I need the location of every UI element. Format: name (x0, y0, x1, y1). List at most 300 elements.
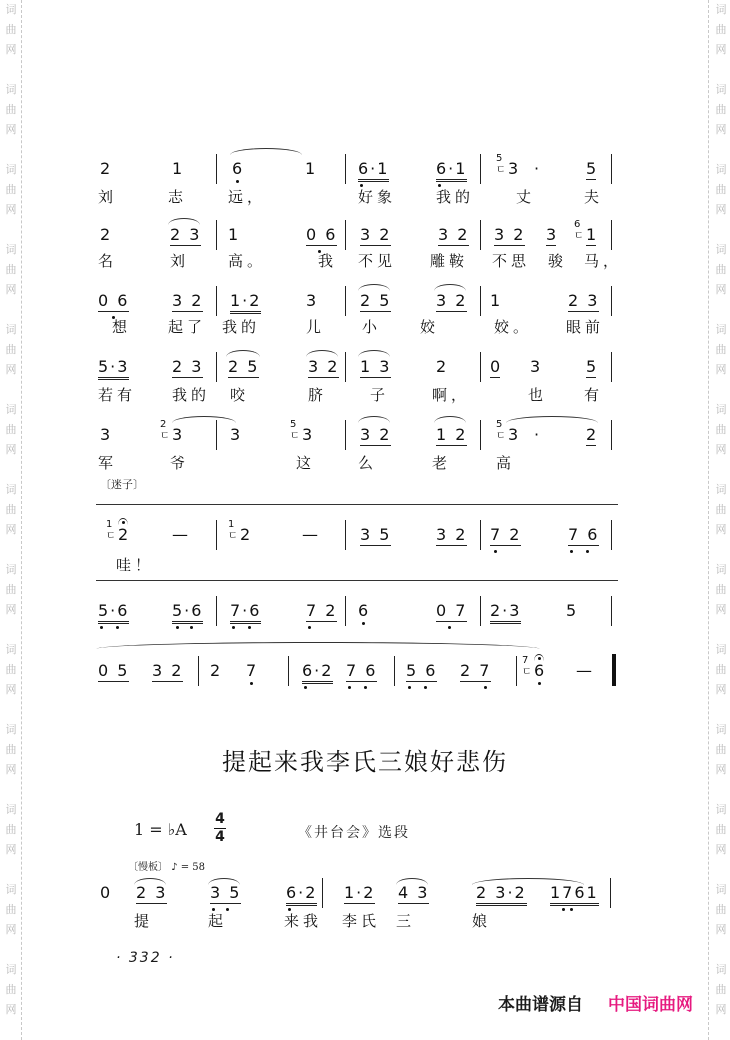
lyric: 姣 (420, 318, 440, 336)
bar-line (216, 352, 217, 382)
slur (96, 642, 540, 649)
slur (358, 284, 390, 291)
low-octave-dot (484, 686, 487, 689)
watermark-glyph: 词 (5, 563, 17, 576)
footer-site-link[interactable]: 中国词曲网 (608, 995, 693, 1015)
lyric: 爷 (170, 454, 190, 472)
watermark-glyph: 词 (715, 243, 727, 256)
watermark-glyph: 曲 (5, 903, 17, 916)
note: 3 2 (152, 661, 184, 680)
slur (396, 878, 428, 885)
low-octave-dot (448, 626, 451, 629)
watermark-glyph: 词 (715, 163, 727, 176)
low-octave-dot (570, 550, 573, 553)
watermark-left (0, 0, 24, 1040)
low-octave-dot (248, 626, 251, 629)
watermark-glyph: 网 (715, 1003, 727, 1016)
note: 7 (246, 661, 257, 680)
lyric: 好象 (358, 188, 397, 206)
note: 5 6 (406, 661, 438, 680)
bar-line (345, 420, 346, 450)
lyric: 志 (168, 188, 188, 206)
note: 0 6 (98, 291, 130, 310)
note: 0 (100, 883, 111, 902)
lyric: 来我 (284, 912, 323, 930)
watermark-glyph: 网 (715, 43, 727, 56)
note: 2 7 (460, 661, 492, 680)
grace-hook: ㄷ (106, 531, 116, 542)
bar-line (345, 286, 346, 316)
slur (230, 148, 302, 155)
lyric: 起了 (168, 318, 207, 336)
lyric: 这 (296, 454, 316, 472)
footer-source-prefix: 本曲谱源自 (498, 995, 583, 1015)
watermark-glyph: 曲 (5, 983, 17, 996)
slur (506, 416, 598, 423)
watermark-glyph: 词 (715, 963, 727, 976)
note: — (302, 525, 318, 544)
note: · (534, 159, 540, 178)
lyric: 军 (98, 454, 118, 472)
note: 1 3 (360, 357, 392, 376)
watermark-glyph: 网 (715, 123, 727, 136)
fermata-dot (538, 657, 541, 660)
note: 2 (100, 159, 111, 178)
watermark-glyph: 曲 (5, 23, 17, 36)
watermark-glyph: 网 (715, 203, 727, 216)
watermark-glyph: 曲 (5, 263, 17, 276)
watermark-glyph: 网 (715, 843, 727, 856)
low-octave-dot (538, 682, 541, 685)
watermark-glyph: 曲 (5, 583, 17, 596)
tempo-marking: 〔慢板〕 ♪ = 58 (128, 862, 206, 873)
bar-line (611, 596, 612, 626)
lyric: 我的 (436, 188, 475, 206)
watermark-glyph: 曲 (715, 23, 727, 36)
note: 6·1 (436, 160, 467, 182)
watermark-glyph: 网 (715, 363, 727, 376)
note: 2 (210, 661, 221, 680)
lyric: 名 (98, 252, 118, 270)
watermark-glyph: 词 (715, 83, 727, 96)
grace-note: 5 (496, 419, 503, 430)
bar-line (480, 154, 481, 184)
note: 6 (358, 601, 369, 620)
watermark-glyph: 词 (5, 483, 17, 496)
watermark-glyph: 词 (5, 83, 17, 96)
time-signature: 4 4 (215, 811, 225, 845)
slur (226, 350, 260, 357)
bar-line (610, 878, 611, 908)
lyric: 子 (370, 386, 390, 404)
lyric: 丈 (516, 188, 536, 206)
note: 3 5 (360, 525, 392, 544)
watermark-glyph: 曲 (5, 183, 17, 196)
note: 5·6 (98, 602, 129, 624)
lyric: 雕鞍 (430, 252, 469, 270)
note: 3 2 (308, 357, 340, 376)
lyric: 娘 (472, 912, 492, 930)
lyric: 夫 (584, 188, 604, 206)
lyric: 若有 (98, 386, 137, 404)
note: 5·6 (172, 602, 203, 624)
lyric: 老 (432, 454, 452, 472)
lyric: 骏 (548, 252, 568, 270)
low-octave-dot (438, 184, 441, 187)
bar-line (611, 154, 612, 184)
note: 5 (566, 601, 577, 620)
watermark-glyph: 曲 (715, 743, 727, 756)
lyric: 我的 (222, 318, 261, 336)
song-title: 提起来我李氏三娘好悲伤 (222, 748, 508, 776)
watermark-glyph: 词 (5, 3, 17, 16)
note: 2 5 (228, 357, 260, 376)
note: 0 7 (436, 601, 468, 620)
lyric: 起 (208, 912, 228, 930)
watermark-glyph: 网 (5, 683, 17, 696)
note: 3 (100, 425, 111, 444)
lyric: 小 (362, 318, 382, 336)
lyric: 马， (584, 252, 623, 270)
note: 3 (302, 425, 313, 444)
bar-line (216, 420, 217, 450)
watermark-glyph: 网 (5, 843, 17, 856)
note: 6·2 (302, 662, 333, 684)
slur (358, 350, 390, 357)
bar-line (611, 352, 612, 382)
watermark-glyph: 词 (5, 323, 17, 336)
lyric: 哇！ (116, 556, 155, 574)
watermark-glyph: 曲 (5, 343, 17, 356)
note: 2 (118, 525, 129, 544)
bar-line (516, 656, 517, 686)
watermark-glyph: 曲 (5, 503, 17, 516)
watermark-glyph: 网 (715, 443, 727, 456)
grace-note: 2 (160, 419, 167, 430)
bar-line (216, 596, 217, 626)
bar-line (394, 656, 395, 686)
grace-hook: ㄷ (496, 165, 506, 176)
watermark-glyph: 词 (715, 403, 727, 416)
note: 5 (586, 357, 597, 376)
watermark-glyph: 词 (715, 563, 727, 576)
grace-note: 5 (496, 153, 503, 164)
grace-note: 7 (522, 655, 529, 666)
bar-line (198, 656, 199, 686)
watermark-glyph: 曲 (715, 263, 727, 276)
bar-line (611, 420, 612, 450)
note: 7 2 (490, 525, 522, 544)
note: 3 (172, 425, 183, 444)
low-octave-dot (232, 626, 235, 629)
note: 4 3 (398, 883, 430, 902)
lyric: 儿 (306, 318, 326, 336)
watermark-glyph: 网 (5, 43, 17, 56)
watermark-glyph: 网 (715, 763, 727, 776)
note: 2 3 (172, 357, 204, 376)
grace-note: 5 (290, 419, 297, 430)
watermark-glyph: 网 (5, 603, 17, 616)
slur (358, 416, 390, 423)
low-octave-dot (494, 550, 497, 553)
note: 1·2 (344, 883, 376, 902)
lyric: 刘 (170, 252, 190, 270)
watermark-glyph: 词 (5, 403, 17, 416)
grace-note: 1 (228, 519, 235, 530)
watermark-glyph: 网 (5, 283, 17, 296)
grace-hook: ㄷ (228, 531, 238, 542)
low-octave-dot (176, 626, 179, 629)
grace-hook: ㄷ (522, 667, 532, 678)
watermark-glyph: 网 (5, 443, 17, 456)
watermark-glyph: 词 (715, 323, 727, 336)
note: 1 (172, 159, 183, 178)
note: 1 (305, 159, 316, 178)
note: 1·2 (230, 292, 261, 314)
watermark-glyph: 曲 (715, 663, 727, 676)
note: 0 5 (98, 661, 130, 680)
low-octave-dot (586, 550, 589, 553)
watermark-glyph: 网 (5, 1003, 17, 1016)
lyric: 么 (358, 454, 378, 472)
watermark-glyph: 网 (5, 923, 17, 936)
watermark-glyph: 曲 (715, 983, 727, 996)
note: 2 3 (136, 883, 168, 902)
watermark-glyph: 曲 (5, 743, 17, 756)
watermark-glyph: 网 (715, 523, 727, 536)
lyric: 刘 (98, 188, 118, 206)
watermark-glyph: 网 (5, 203, 17, 216)
lyric: 眼前 (566, 318, 605, 336)
bar-line (216, 286, 217, 316)
watermark-glyph: 网 (715, 923, 727, 936)
note: 3 2 (438, 225, 470, 244)
grace-hook: ㄷ (290, 431, 300, 442)
note: 5 (586, 159, 597, 178)
note: 1761 (550, 884, 599, 906)
grace-hook: ㄷ (160, 431, 170, 442)
final-bar-line (612, 654, 616, 686)
note: 3 (546, 225, 557, 244)
note: 2 (100, 225, 111, 244)
note: 6 (534, 661, 545, 680)
low-octave-dot (362, 622, 365, 625)
bar-line (611, 520, 612, 550)
note: 3 2 (494, 225, 526, 244)
note: 2 5 (360, 291, 392, 310)
low-octave-dot (226, 908, 229, 911)
watermark-glyph: 曲 (5, 103, 17, 116)
note: 6·2 (286, 884, 317, 906)
watermark-glyph: 网 (715, 283, 727, 296)
watermark-glyph: 网 (715, 603, 727, 616)
watermark-glyph: 词 (715, 803, 727, 816)
watermark-glyph: 词 (715, 883, 727, 896)
watermark-glyph: 网 (5, 523, 17, 536)
lyric: 我的 (172, 386, 211, 404)
watermark-glyph: 曲 (715, 103, 727, 116)
slur (306, 350, 338, 357)
note: 2 (436, 357, 447, 376)
note: 3 (230, 425, 241, 444)
low-octave-dot (250, 682, 253, 685)
low-octave-dot (304, 686, 307, 689)
note: — (576, 661, 592, 680)
lyric: 不见 (358, 252, 397, 270)
lyric: 有 (584, 386, 604, 404)
note: 3 2 (360, 425, 392, 444)
low-octave-dot (190, 626, 193, 629)
slur (472, 878, 584, 885)
note: 2·3 (490, 602, 521, 624)
watermark-glyph: 曲 (5, 663, 17, 676)
key-signature: 1 = ♭A (134, 820, 187, 839)
low-octave-dot (348, 686, 351, 689)
low-octave-dot (308, 626, 311, 629)
note: 6 (232, 159, 243, 178)
lyric: 想 (112, 318, 132, 336)
low-octave-dot (212, 908, 215, 911)
lyric: 三 (396, 912, 416, 930)
lyric: 也 (528, 386, 548, 404)
low-octave-dot (570, 908, 573, 911)
low-octave-dot (100, 626, 103, 629)
lyric: 提 (134, 912, 154, 930)
low-octave-dot (288, 908, 291, 911)
staff-divider (96, 580, 618, 581)
note: 3 2 (436, 291, 468, 310)
lyric: 咬 (230, 386, 250, 404)
note: 3 (306, 291, 317, 310)
watermark-glyph: 网 (5, 363, 17, 376)
note: 1 2 (436, 425, 468, 444)
note: 7 6 (568, 525, 600, 544)
note: 7·6 (230, 602, 261, 624)
watermark-glyph: 网 (715, 683, 727, 696)
bar-line (345, 220, 346, 250)
bar-line (322, 878, 323, 908)
lyric: 远， (228, 188, 267, 206)
bar-line (480, 220, 481, 250)
low-octave-dot (562, 908, 565, 911)
watermark-glyph: 词 (715, 3, 727, 16)
watermark-glyph: 曲 (5, 823, 17, 836)
slur (134, 878, 166, 885)
watermark-glyph: 曲 (5, 423, 17, 436)
lyric: 我 (318, 252, 338, 270)
watermark-glyph: 网 (5, 123, 17, 136)
bar-line (480, 420, 481, 450)
note: 2 3 (170, 225, 202, 244)
watermark-glyph: 词 (715, 723, 727, 736)
note: · (534, 425, 540, 444)
grace-hook: ㄷ (496, 431, 506, 442)
grace-note: 6 (574, 219, 581, 230)
fermata-dot (122, 521, 125, 524)
slur (434, 284, 466, 291)
low-octave-dot (364, 686, 367, 689)
page-number: · 332 · (116, 950, 175, 966)
watermark-glyph: 曲 (715, 183, 727, 196)
slur (172, 416, 236, 423)
lyric: 高。 (228, 252, 267, 270)
watermark-glyph: 曲 (715, 423, 727, 436)
watermark-glyph: 词 (715, 643, 727, 656)
watermark-glyph: 词 (5, 723, 17, 736)
watermark-glyph: 词 (5, 963, 17, 976)
lyric: 高 (496, 454, 516, 472)
watermark-glyph: 词 (5, 643, 17, 656)
bar-line (345, 154, 346, 184)
bar-line (216, 220, 217, 250)
note: 3 (508, 425, 519, 444)
note: 3 2 (360, 225, 392, 244)
watermark-glyph: 曲 (715, 503, 727, 516)
note: 1 (228, 225, 239, 244)
staff-divider (96, 504, 618, 505)
low-octave-dot (116, 626, 119, 629)
grace-note: 1 (106, 519, 113, 530)
note: 2 (240, 525, 251, 544)
bar-line (345, 352, 346, 382)
slur (208, 878, 240, 885)
watermark-glyph: 曲 (715, 583, 727, 596)
slur (434, 416, 466, 423)
note: 7 6 (346, 661, 378, 680)
bar-line (480, 286, 481, 316)
bar-line (288, 656, 289, 686)
note: 6·1 (358, 160, 389, 182)
low-octave-dot (236, 180, 239, 183)
lyric: 脐 (308, 386, 328, 404)
note: 5·3 (98, 358, 129, 380)
note: 0 (490, 357, 501, 376)
lyric: 李氏 (342, 912, 381, 930)
note: 2 (586, 425, 597, 444)
note: 3 (508, 159, 519, 178)
lyric: 啊， (432, 386, 471, 404)
note: 7 2 (306, 601, 338, 620)
note: 3 2 (436, 525, 468, 544)
bar-line (345, 520, 346, 550)
note: 3 (530, 357, 541, 376)
note: 1 (586, 225, 597, 244)
lyric: 姣。 (494, 318, 533, 336)
note: 3 2 (172, 291, 204, 310)
bar-line (216, 154, 217, 184)
low-octave-dot (424, 686, 427, 689)
low-octave-dot (360, 184, 363, 187)
bar-line (480, 352, 481, 382)
watermark-glyph: 网 (5, 763, 17, 776)
bar-line (345, 596, 346, 626)
watermark-glyph: 曲 (715, 823, 727, 836)
watermark-glyph: 曲 (715, 903, 727, 916)
note: — (172, 525, 188, 544)
watermark-glyph: 词 (5, 243, 17, 256)
watermark-right (706, 0, 730, 1040)
bar-line (611, 286, 612, 316)
watermark-glyph: 词 (5, 803, 17, 816)
bar-line (480, 520, 481, 550)
watermark-glyph: 词 (5, 883, 17, 896)
watermark-glyph: 词 (5, 163, 17, 176)
note: 1 (490, 291, 501, 310)
lyric: 不思 (492, 252, 531, 270)
note: 3 5 (210, 883, 242, 902)
note: 0 6 (306, 225, 338, 244)
grace-hook: ㄷ (574, 231, 584, 242)
